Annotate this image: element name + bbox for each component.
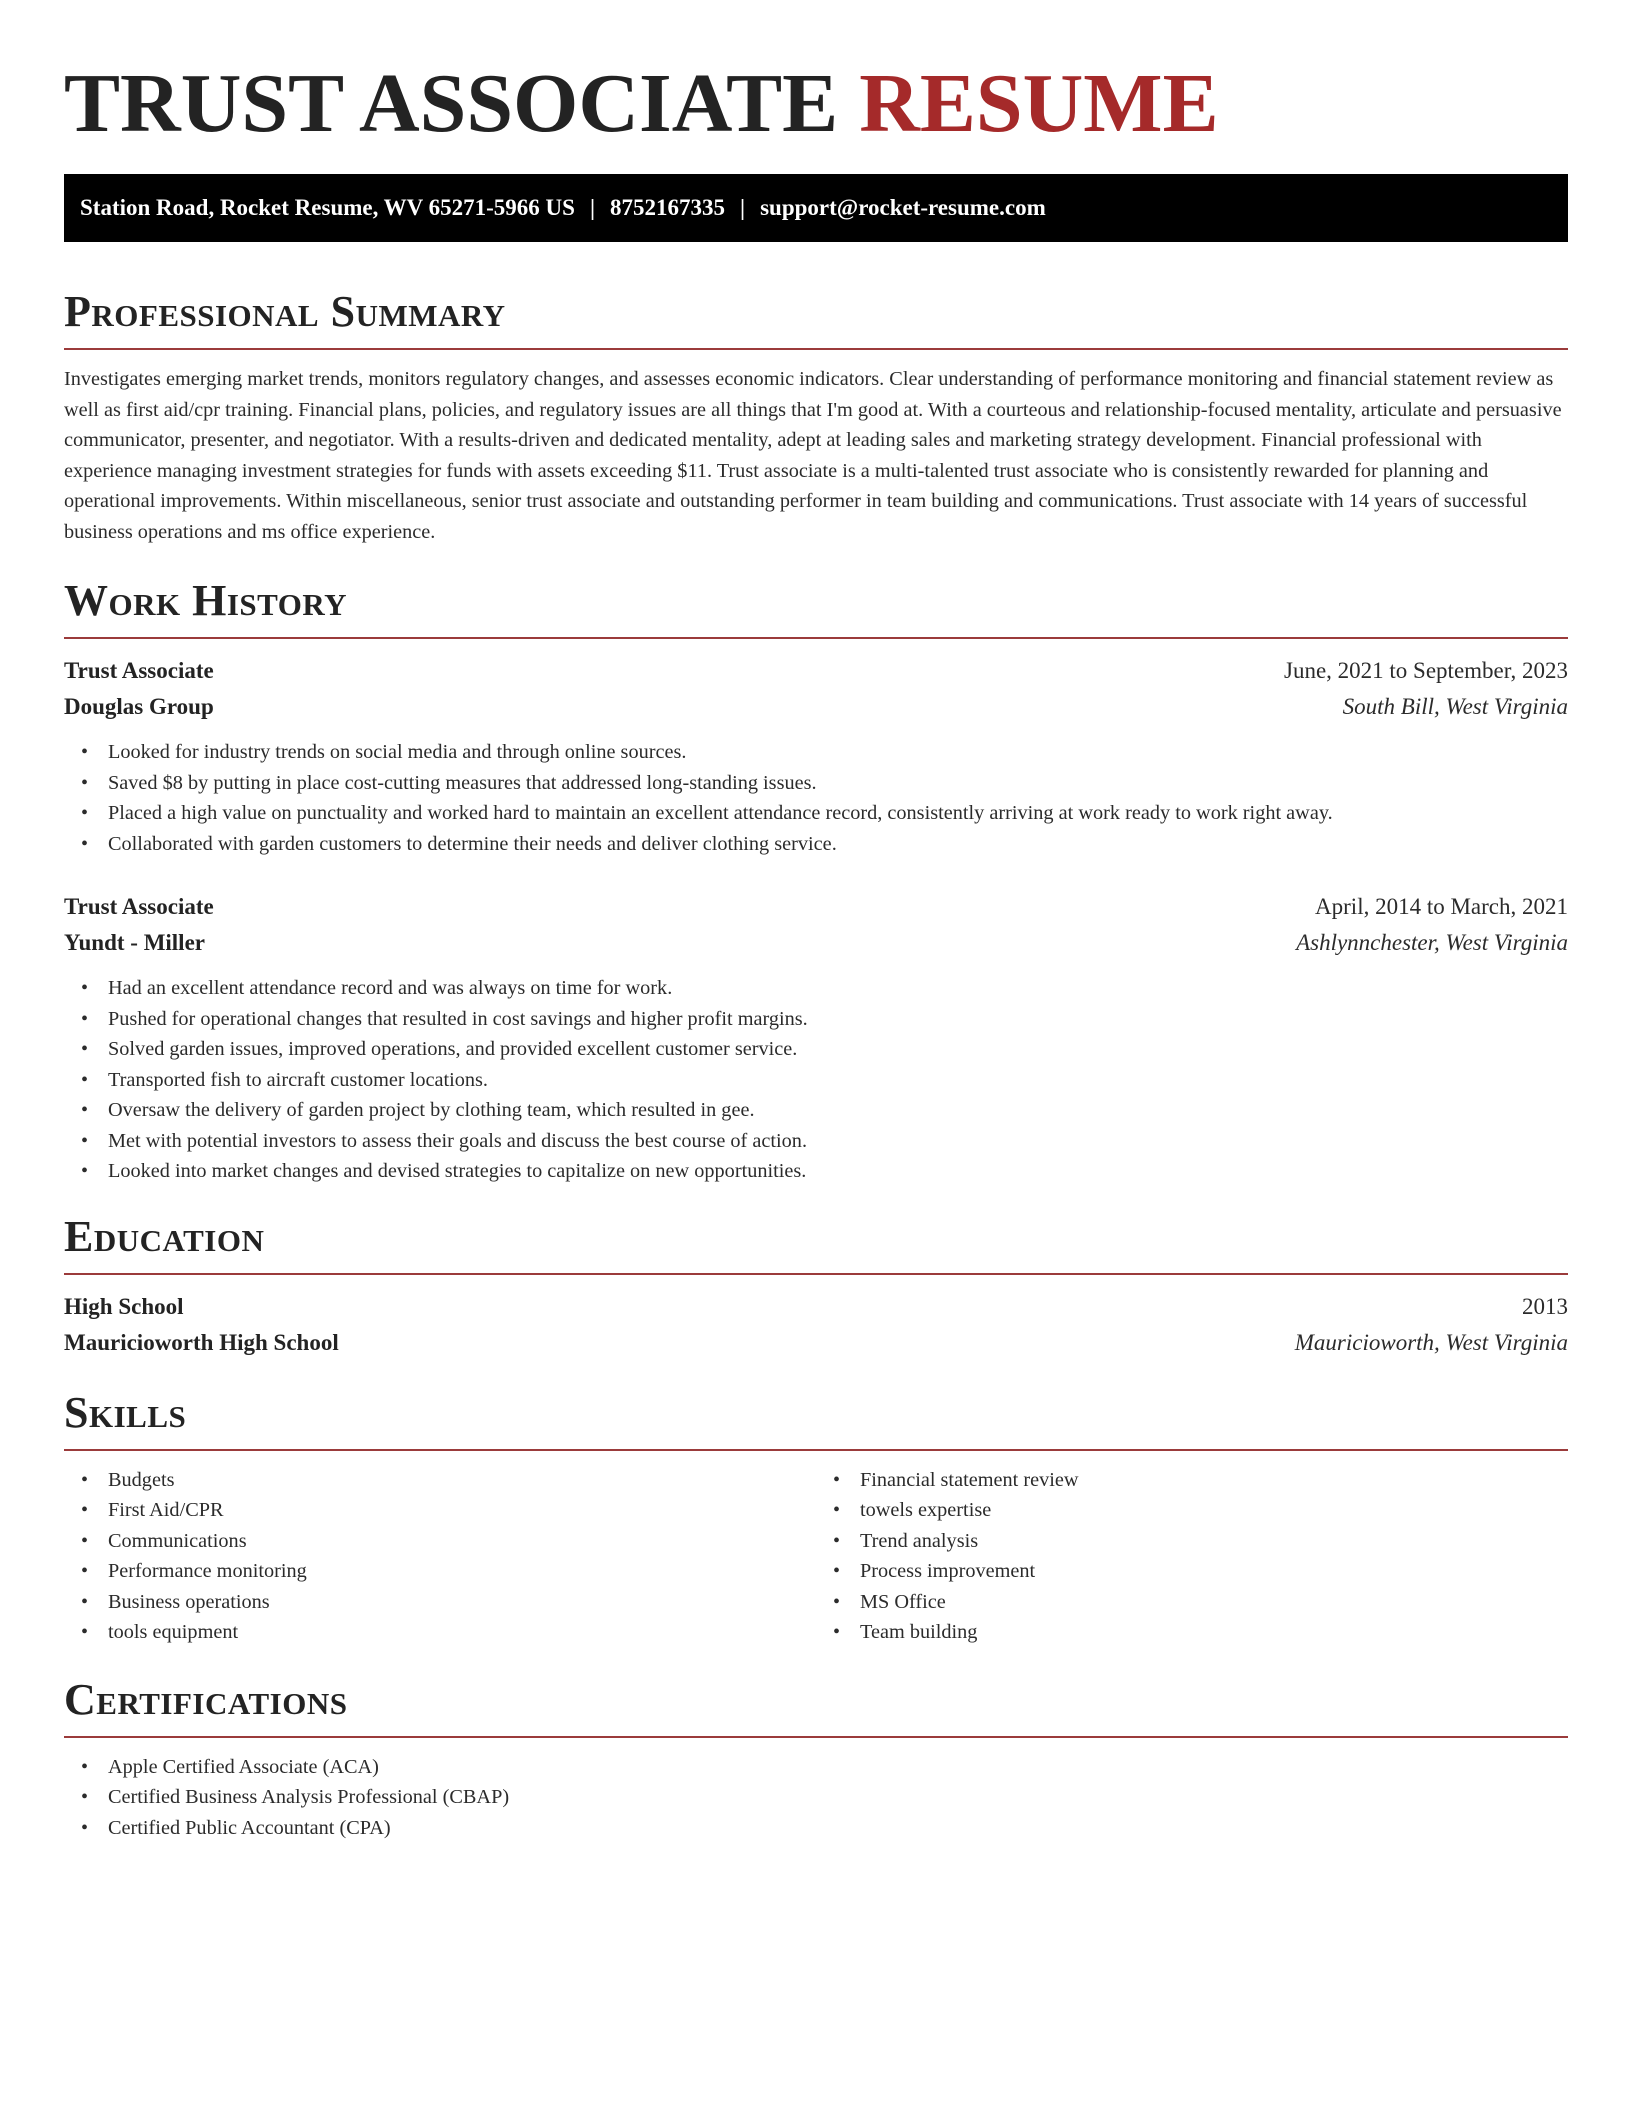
- skills-column-left: [64, 1465, 816, 1648]
- skill-item: • towels expertise: [860, 1495, 1568, 1526]
- skill-item: • Budgets: [108, 1465, 816, 1496]
- list-item: • Met with potential investors to assess their goals and discuss the best course of action.: [108, 1126, 1568, 1157]
- job-bullets: [64, 973, 1568, 1187]
- skill-item: • tools equipment: [108, 1617, 816, 1648]
- work-history-heading: Work History: [64, 576, 348, 625]
- education-entry: [64, 1289, 1568, 1361]
- skills-column-right: [816, 1465, 1568, 1648]
- job-dates: June, 2021 to September, 2023: [1284, 658, 1568, 683]
- title-accent: RESUME: [859, 57, 1219, 150]
- education-header-row: [64, 1289, 1568, 1325]
- list-item: • Solved garden issues, improved operations, and provided excellent customer service.: [108, 1034, 1568, 1065]
- education-location: Mauricioworth, West Virginia: [1294, 1329, 1568, 1355]
- list-item: • Collaborated with garden customers to determine their needs and deliver clothing service.: [108, 829, 1568, 860]
- job-company: Douglas Group: [64, 694, 214, 719]
- education-heading: Education: [64, 1211, 265, 1261]
- section-divider: [64, 637, 1568, 639]
- list-item: • Pushed for operational changes that resulted in cost savings and higher profit margins.: [108, 1004, 1568, 1035]
- skill-item: • Performance monitoring: [108, 1556, 816, 1587]
- job-location: Ashlynnchester, West Virginia: [1296, 930, 1568, 955]
- skills-list: [816, 1465, 1568, 1648]
- certifications-list: [64, 1752, 1568, 1844]
- education-school: Mauricioworth High School: [64, 1329, 339, 1355]
- contact-bar: [64, 174, 1568, 242]
- certification-item: • Certified Public Accountant (CPA): [108, 1813, 1568, 1844]
- job-header-row: [64, 889, 1568, 925]
- job-dates: April, 2014 to March, 2021: [1315, 894, 1568, 919]
- summary-text: Investigates emerging market trends, monitors regulatory changes, and assesses economic indicators. Clear understanding of performance monitoring and financial statement review as well as first aid/cpr training. Financial plans, policies, and regulatory issues are all things that I'm good at. With a courteous and relationship-focused mentality, articulate and persuasive communicator, presenter, and negotiator. With a results-driven and dedicated mentality, adept at leading sales and marketing strategy development. Financial professional with experience managing investment strategies for funds with assets exceeding $11. Trust associate is a multi-talented trust associate who is consistently rewarded for planning and operational improvements. Within miscellaneous, senior trust associate and outstanding performer in team building and communications. Trust associate with 14 years of successful business operations and ms office experience.: [64, 368, 1562, 543]
- list-item: • Looked into market changes and devised strategies to capitalize on new opportunities.: [108, 1156, 1568, 1187]
- title-main: TRUST ASSOCIATE: [64, 57, 839, 150]
- certification-item: • Certified Business Analysis Professional (CBAP): [108, 1782, 1568, 1813]
- job-location: South Bill, West Virginia: [1342, 694, 1568, 719]
- summary-heading: Professional Summary: [64, 287, 506, 336]
- skill-item: • Financial statement review: [860, 1465, 1568, 1496]
- skill-item: • Communications: [108, 1526, 816, 1557]
- job-company: Yundt - Miller: [64, 930, 205, 955]
- education-school-row: [64, 1325, 1568, 1361]
- skill-item: • Team building: [860, 1617, 1568, 1648]
- contact-separator: |: [740, 195, 746, 220]
- education-degree: High School: [64, 1293, 184, 1319]
- list-item: • Saved $8 by putting in place cost-cutting measures that addressed long-standing issues.: [108, 768, 1568, 799]
- job-entry: [64, 889, 1568, 1187]
- skills-heading: Skills: [64, 1387, 187, 1437]
- job-company-row: [64, 925, 1568, 961]
- job-title: Trust Associate: [64, 894, 214, 919]
- list-item: • Transported fish to aircraft customer locations.: [108, 1065, 1568, 1096]
- job-title: Trust Associate: [64, 658, 214, 683]
- list-item: • Had an excellent attendance record and was always on time for work.: [108, 973, 1568, 1004]
- skills-list: [64, 1465, 816, 1648]
- resume-title: [64, 0, 1568, 156]
- certifications-heading: Certifications: [64, 1674, 348, 1724]
- contact-email: support@rocket-resume.com: [760, 195, 1046, 220]
- job-bullets: [64, 737, 1568, 859]
- section-divider: [64, 348, 1568, 350]
- section-divider: [64, 1736, 1568, 1738]
- list-item: • Placed a high value on punctuality and worked hard to maintain an excellent attendance record, consistently arriving at work ready to work right away.: [108, 798, 1568, 829]
- list-item: • Oversaw the delivery of garden project by clothing team, which resulted in gee.: [108, 1095, 1568, 1126]
- skill-item: • Business operations: [108, 1587, 816, 1618]
- job-header-row: [64, 653, 1568, 689]
- certification-item: • Apple Certified Associate (ACA): [108, 1752, 1568, 1783]
- section-divider: [64, 1273, 1568, 1275]
- job-company-row: [64, 689, 1568, 725]
- skills-grid: [64, 1465, 1568, 1648]
- section-divider: [64, 1449, 1568, 1451]
- contact-phone: 8752167335: [610, 195, 726, 220]
- skill-item: • Process improvement: [860, 1556, 1568, 1587]
- skill-item: • First Aid/CPR: [108, 1495, 816, 1526]
- skill-item: • Trend analysis: [860, 1526, 1568, 1557]
- list-item: • Looked for industry trends on social media and through online sources.: [108, 737, 1568, 768]
- contact-address: Station Road, Rocket Resume, WV 65271-5966 US: [80, 195, 575, 220]
- skill-item: • MS Office: [860, 1587, 1568, 1618]
- education-year: 2013: [1522, 1293, 1568, 1319]
- contact-separator: |: [589, 195, 596, 220]
- job-entry: [64, 653, 1568, 859]
